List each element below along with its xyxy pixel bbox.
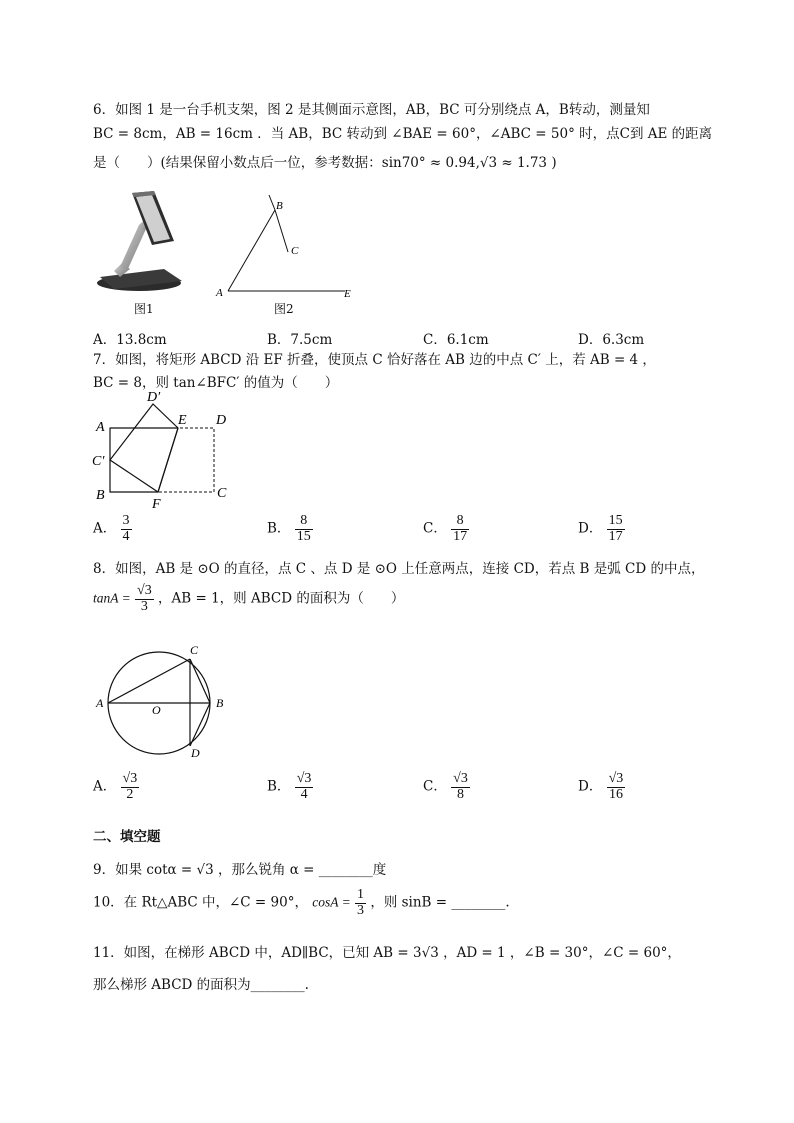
fraction: $\frac{8}{17}$	[453, 513, 468, 544]
q8-option-d[interactable]: D． $\frac{√3}{16}$	[578, 771, 624, 802]
fraction: $\frac{15}{17}$	[608, 513, 623, 544]
q6-label-c: C	[291, 245, 299, 257]
fraction: $\frac{√3}{16}$	[608, 771, 624, 802]
q6-option-b[interactable]: B．7.5cm	[267, 332, 333, 348]
fraction: $\frac{√3}{4}$	[296, 771, 312, 802]
q6-label-e: E	[344, 288, 351, 300]
q8-label-c: C	[190, 643, 199, 657]
fraction: $\frac{3}{4}$	[122, 513, 130, 544]
q8-option-c[interactable]: C． $\frac{√3}{8}$	[423, 771, 468, 802]
q8-figure	[92, 640, 242, 765]
q8-line2: tanA = $\frac{√3}{3}$ ，AB = 1，则 ABCD 的面积为（ ）	[93, 583, 405, 614]
q6-label-b: B	[276, 200, 283, 212]
q8-label-o: O	[152, 703, 161, 717]
q7-label-d: D	[216, 413, 227, 428]
fraction: $\frac{1}{3}$	[357, 887, 365, 918]
fraction: $\frac{√3}{3}$	[137, 583, 152, 614]
q7-label-f: F	[152, 497, 161, 512]
q6-line2: BC = 8cm，AB = 16cm ．当 AB，BC 转动到 ∠BAE = 60°，∠ABC = 50° 时，点C到 AE 的距离	[93, 126, 713, 142]
q7-label-dp: D′	[147, 390, 161, 405]
figure1-caption: 图1	[134, 302, 154, 316]
fraction: $\frac{8}{15}$	[296, 513, 311, 544]
q7-option-a[interactable]: A． $\frac{3}{4}$	[93, 513, 130, 544]
q7-option-d[interactable]: D． $\frac{15}{17}$	[578, 513, 623, 544]
q8-label-b: B	[216, 696, 224, 710]
q6-figure2	[212, 190, 362, 300]
figure2-caption: 图2	[274, 302, 294, 316]
q11-line1: 11．如图，在梯形 ABCD 中，AD∥BC，已知 AB = 3√3 ，AD = 1 ，∠B = 30°，∠C = 60°，	[93, 945, 681, 961]
q7-label-cp: C′	[92, 454, 105, 469]
q6-line1: 6．如图 1 是一台手机支架，图 2 是其侧面示意图，AB，BC 可分别绕点 A，B转动，测量知	[93, 102, 650, 118]
q7-label-a: A	[96, 420, 105, 435]
q7-option-b[interactable]: B． $\frac{8}{15}$	[267, 513, 311, 544]
phone-stand-image	[94, 185, 189, 295]
q6-option-d[interactable]: D．6.3cm	[578, 332, 645, 348]
q8-option-a[interactable]: A． $\frac{√3}{2}$	[93, 771, 138, 802]
q11-line2: 那么梯形 ABCD 的面积为________.	[93, 977, 309, 993]
q6-option-c[interactable]: C．6.1cm	[423, 332, 489, 348]
q7-line2: BC = 8，则 tan∠BFC′ 的值为（ ）	[93, 375, 339, 391]
q7-label-c: C	[217, 486, 227, 501]
fraction: $\frac{√3}{8}$	[453, 771, 468, 802]
q6-label-a: A	[216, 287, 223, 299]
q6-option-a[interactable]: A．13.8cm	[93, 332, 167, 348]
q7-line1: 7．如图，将矩形 ABCD 沿 EF 折叠，使顶点 C 恰好落在 AB 边的中点 C′ 上，若 AB = 4 ，	[93, 352, 656, 368]
q7-label-b: B	[96, 488, 105, 503]
q8-label-d: D	[191, 746, 200, 760]
q8-line1: 8．如图，AB 是 ⊙O 的直径，点 C 、点 D 是 ⊙O 上任意两点，连接 CD，若点 B 是弧 CD 的中点，	[93, 561, 705, 577]
q8-option-b[interactable]: B． $\frac{√3}{4}$	[267, 771, 312, 802]
q7-label-e: E	[178, 413, 187, 428]
q8-label-a: A	[96, 696, 104, 710]
q6-line3: 是（ ）(结果保留小数点后一位，参考数据：sin70° ≈ 0.94,√3 ≈ 1.73 )	[93, 155, 557, 171]
q7-option-c[interactable]: C． $\frac{8}{17}$	[423, 513, 468, 544]
q10-text: 10．在 Rt△ABC 中，∠C = 90°， cosA = $\frac{1}{3}$ ，则 sinB = ________.	[93, 887, 510, 918]
q7-figure	[90, 388, 240, 513]
fraction: $\frac{√3}{2}$	[122, 771, 138, 802]
q9-text: 9．如果 cotα = √3 ，那么锐角 α = ________度	[93, 862, 387, 878]
section-title: 二、填空题	[93, 829, 161, 845]
